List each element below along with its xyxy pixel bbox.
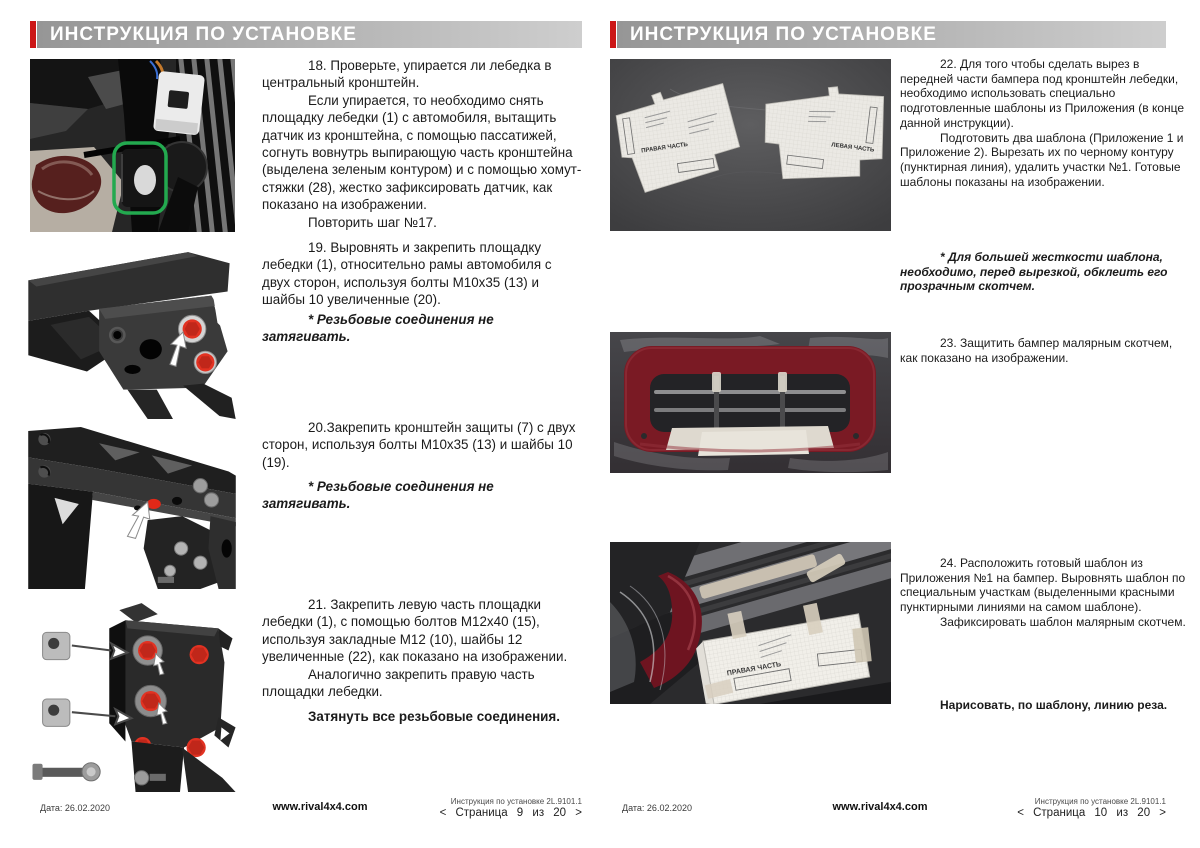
step-21-text: 21. Закрепить левую часть площадки лебедки (1), с помощью болтов М12х40 (15), используя закладные М12 (10), шайбы 12 увеличенные (22), как показано на изображении. — [262, 597, 568, 665]
step-24-text: 24. Расположить готовый шаблон из Приложения №1 на бампер. Выровнять шаблон по специальным участкам (выделенными красными пунктирными линиями на самом шаблоне). Зафиксировать шаблон малярным скотчем. — [900, 556, 1186, 629]
footer-date-right: Дата: 26.02.2020 — [622, 803, 692, 813]
template-right-label: ПРАВАЯ ЧАСТЬ — [640, 141, 689, 155]
step-19-text: 19. Выровнять и закрепить площадку лебедки (1), относительно рамы автомобиля с двух сторон, используя болты М10х35 (13) и шайбы 10 увеличенные (20). — [262, 240, 552, 308]
footer-site-right: www.rival4x4.com — [832, 801, 928, 813]
figure-winch-plate-render — [28, 244, 236, 419]
step-24-final: Нарисовать, по шаблону, линию реза. — [940, 698, 1168, 712]
step-21-text-2: Аналогично закрепить правую часть площадки лебедки. — [262, 667, 535, 700]
step-19-note: * Резьбовые соединения не затягивать. — [262, 312, 494, 345]
page-title-right: ИНСТРУКЦИЯ ПО УСТАНОВКЕ — [617, 21, 1166, 48]
page-title-left: ИНСТРУКЦИЯ ПО УСТАНОВКЕ — [37, 21, 582, 48]
figure-templates-photo — [610, 59, 891, 231]
header-red-stripe-icon — [30, 21, 36, 48]
step-18-p3: Повторить шаг №17. — [308, 214, 437, 230]
header-red-stripe-icon — [610, 21, 616, 48]
step-23-text: 23. Защитить бампер малярным скотчем, как показано на изображении. — [900, 336, 1173, 365]
step-18-text — [262, 57, 582, 231]
footer-doc-left: Инструкция по установке 2L.9101.1 — [450, 797, 582, 806]
template-label: ПРАВАЯ ЧАСТЬ — [726, 661, 782, 678]
footer-site-left: www.rival4x4.com — [272, 801, 368, 813]
footer-page-right: < Страница 10 из 20 > — [1017, 807, 1166, 819]
figure-bumper-masked-photo — [610, 332, 891, 473]
page-header-right — [610, 21, 1166, 48]
footer-pagination-right — [1004, 797, 1166, 819]
footer-date-left: Дата: 26.02.2020 — [40, 803, 110, 813]
figure-sensor-photo — [30, 59, 235, 232]
footer-pagination-left — [420, 797, 582, 819]
figure-template-on-bumper-photo — [610, 542, 891, 704]
figure-frame-red-dot-render — [28, 427, 236, 589]
step-21-final: Затянуть все резьбовые соединения. — [308, 709, 560, 724]
step-18-p1: 18. Проверьте, упирается ли лебедка в центральный кронштейн. — [262, 58, 552, 91]
footer-doc-right: Инструкция по установке 2L.9101.1 — [1034, 797, 1166, 806]
template-left-label: ЛЕВАЯ ЧАСТЬ — [830, 142, 875, 154]
footer-page-left: < Страница 9 из 20 > — [439, 807, 582, 819]
template-stiffness-note: * Для большей жесткости шаблона, необходимо, перед вырезкой, обклеить его прозрачным скотчем. — [900, 250, 1168, 294]
step-20-text: 20.Закрепить кронштейн защиты (7) с двух сторон, используя болты М10х35 (13) и шайбы 10 (19). — [262, 420, 576, 470]
page-header-left — [30, 21, 582, 48]
step-20-note: * Резьбовые соединения не затягивать. — [262, 479, 494, 512]
figure-bracket-bolts-render — [28, 596, 236, 792]
step-18-p2: Если упирается, то необходимо снять площадку лебедки (1) с автомобиля, вытащить датчик из кронштейна, с помощью пассатижей, согнуть вовнутрь выпирающую часть кронштейна (выделена зеленым контуром) и с помощью хомут-стяжки (28), жестко зафиксировать датчик, как показано на изображении. — [262, 92, 582, 213]
step-22-text: 22. Для того чтобы сделать вырез в передней части бампера под кронштейн лебедки, необходимо использовать специально подготовленные шаблоны из Приложения (в конце данной инструкции). Подготовить два шаблона (Приложение 1 и Приложение 2). Вырезать их по черному контуру (пунктирная линия), удалить участки №1. Готовые шаблоны показаны на изображении. — [900, 57, 1185, 189]
